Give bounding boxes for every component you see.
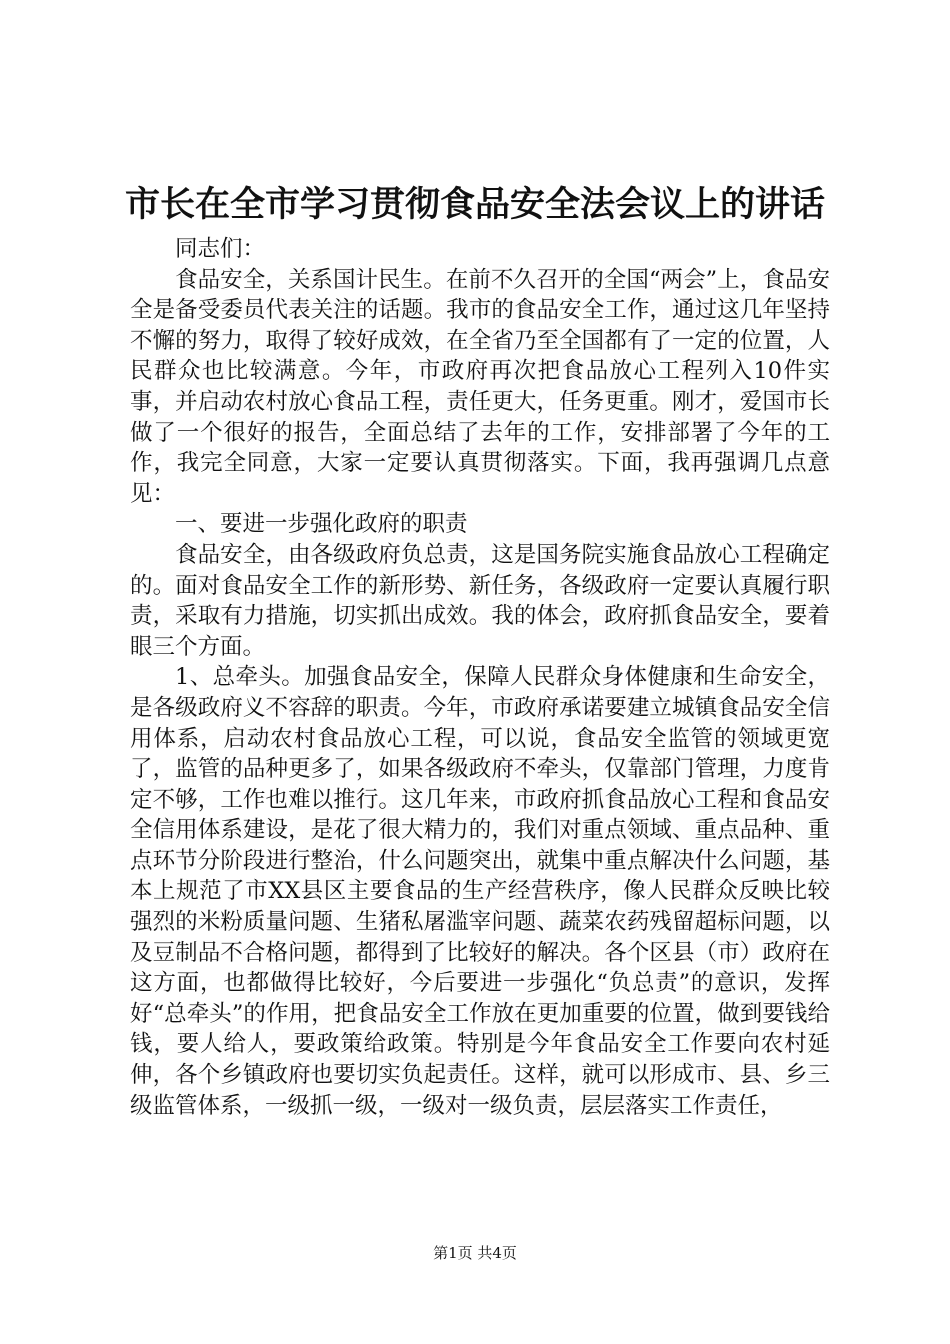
paragraph-responsibility: 食品安全，由各级政府负总责，这是国务院实施食品放心工程确定的。面对食品安全工作的新形势、新任务，各级政府一定要认真履行职责，采取有力措施，切实抓出成效。我的体会，政府抓食品安全，要着眼三个方面。 bbox=[130, 541, 830, 660]
page-indicator: 第1页 共4页 bbox=[433, 1244, 517, 1262]
section-heading: 一、要进一步强化政府的职责 bbox=[175, 511, 468, 538]
document-title: 市长在全市学习贯彻食品安全法会议上的讲话 bbox=[124, 184, 825, 225]
document-body bbox=[130, 234, 830, 1121]
page-footer bbox=[0, 1243, 950, 1263]
paragraph-intro: 食品安全，关系国计民生。在前不久召开的全国“两会”上，食品安全是备受委员代表关注的话题。我市的食品安全工作，通过这几年坚持不懈的努力，取得了较好成效，在全省乃至全国都有了一定的位置，人民群众也比较满意。今年，市政府再次把食品放心工程列入10件实事，并启动农村放心食品工程，责任更大，任务更重。刚才，爱国市长做了一个很好的报告，全面总结了去年的工作，安排部署了今年的工作，我完全同意，大家一定要认真贯彻落实。下面，我再强调几点意见： bbox=[130, 266, 830, 507]
salutation: 同志们： bbox=[175, 236, 266, 262]
paragraph-lead: 1、总牵头。加强食品安全，保障人民群众身体健康和生命安全，是各级政府义不容辞的职责。今年，市政府承诺要建立城镇食品安全信用体系，启动农村食品放心工程，可以说，食品安全监管的领域更宽了，监管的品种更多了，如果各级政府不牵头，仅靠部门管理，力度肯定不够，工作也难以推行。这几年来，市政府抓食品放心工程和食品安全信用体系建设，是花了很大精力的，我们对重点领域、重点品种、重点环节分阶段进行整治，什么问题突出，就集中重点解决什么问题，基本上规范了市XX县区主要食品的生产经营秩序，像人民群众反映比较强烈的米粉质量问题、生猪私屠滥宰问题、蔬菜农药残留超标问题，以及豆制品不合格问题，都得到了比较好的解决。各个区县（市）政府在这方面，也都做得比较好，今后要进一步强化“负总责”的意识，发挥好“总牵头”的作用，把食品安全工作放在更加重要的位置，做到要钱给钱，要人给人，要政策给政策。特别是今年食品安全工作要向农村延伸，各个乡镇政府也要切实负起责任。这样，就可以形成市、县、乡三级监管体系，一级抓一级，一级对一级负责，层层落实工作责任， bbox=[130, 664, 830, 1119]
